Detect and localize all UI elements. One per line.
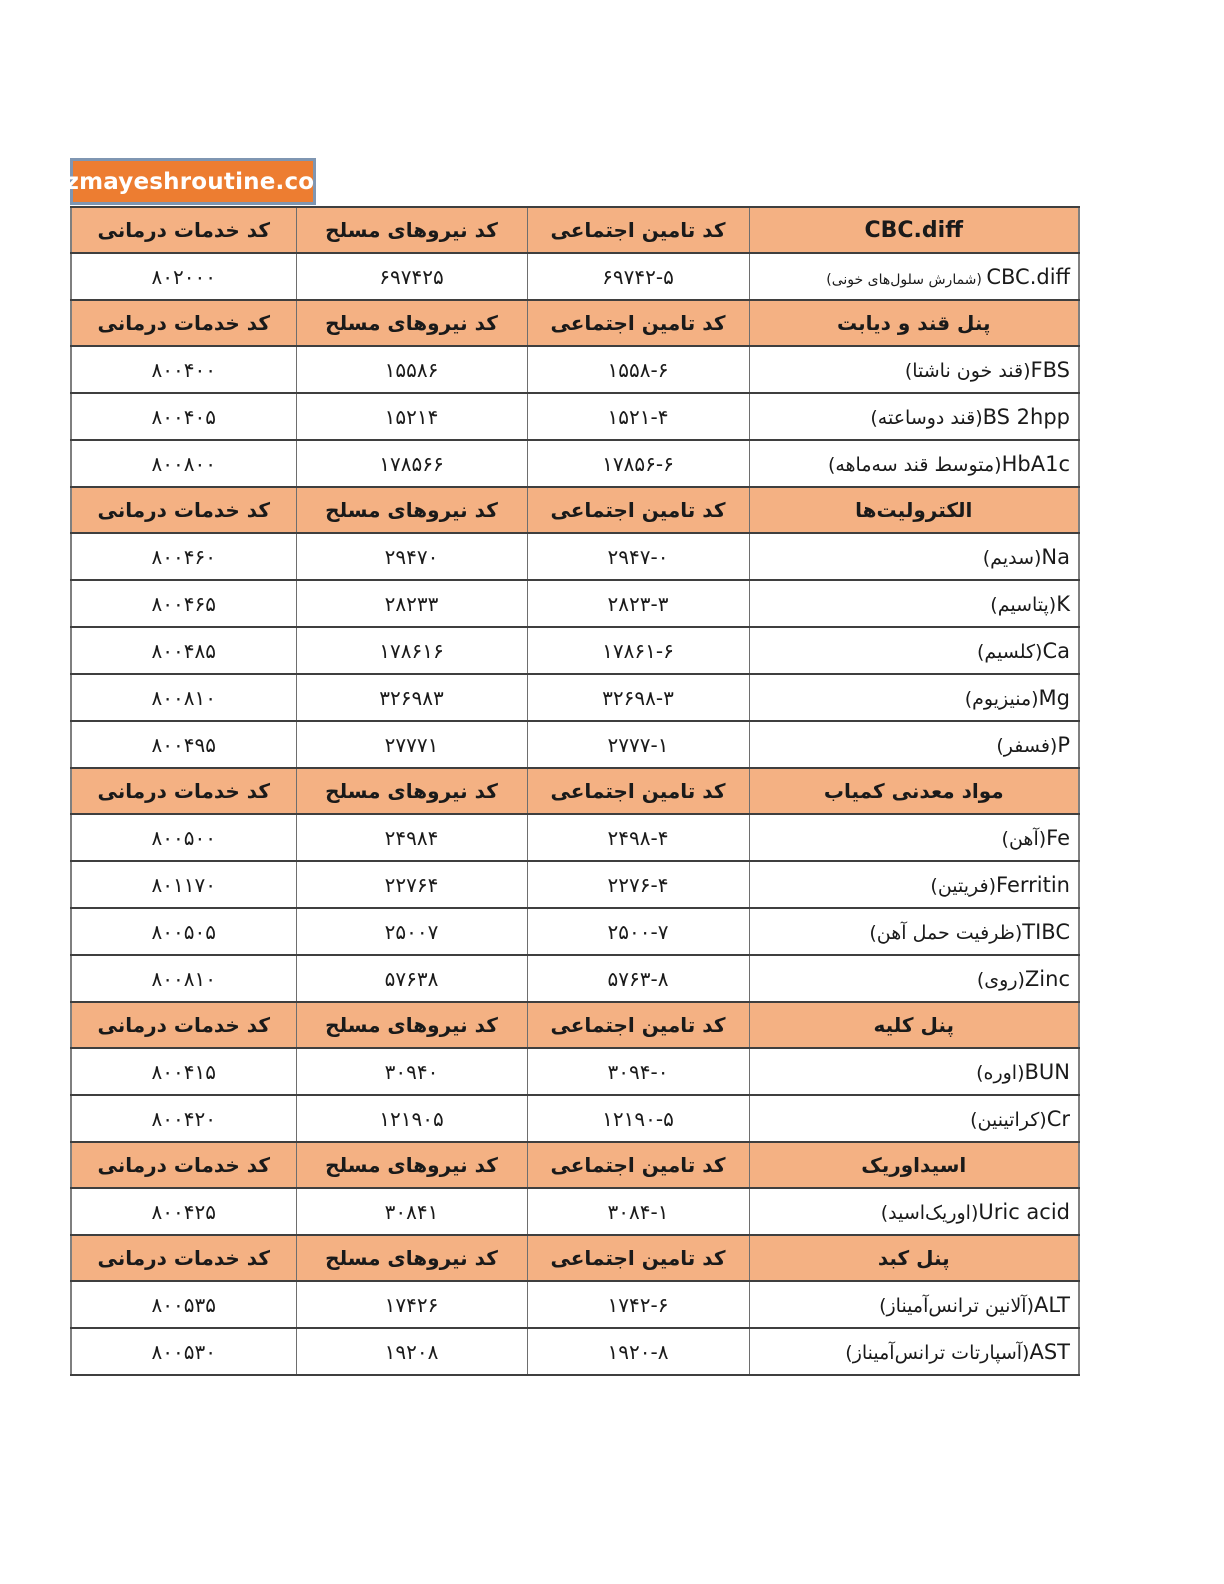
test-name-latin: BS 2hpp xyxy=(982,404,1070,429)
test-name-latin: Mg xyxy=(1038,685,1070,710)
code-military-cell: ۱۵۵۸۶ xyxy=(296,346,527,393)
test-name-cell xyxy=(749,580,1079,627)
column-header-health: کد خدمات درمانی xyxy=(71,1142,296,1188)
column-header-health: کد خدمات درمانی xyxy=(71,768,296,814)
test-name-latin: BUN xyxy=(1024,1059,1070,1084)
column-header-military: کد نیروهای مسلح xyxy=(296,1235,527,1281)
test-name-latin: Cr xyxy=(1046,1106,1070,1131)
test-name-persian: (آسپارتات ترانس‌آمیناز) xyxy=(845,1341,1030,1364)
section-title: اسیداوریک xyxy=(749,1142,1079,1188)
code-health-cell: ۸۰۰۵۰۰ xyxy=(71,814,296,861)
code-social-cell: ۱۷۴۲-۶ xyxy=(527,1281,749,1328)
test-name-persian: (منیزیوم) xyxy=(964,687,1039,710)
code-health-cell: ۸۰۰۴۹۵ xyxy=(71,721,296,768)
test-name-latin: K xyxy=(1056,591,1070,616)
test-name-cell xyxy=(749,1095,1079,1142)
code-military-cell: ۲۹۴۷۰ xyxy=(296,533,527,580)
test-row xyxy=(71,393,1079,440)
code-social-cell: ۶۹۷۴۲-۵ xyxy=(527,253,749,300)
test-name-persian: (اوریک‌اسید) xyxy=(880,1201,979,1224)
code-social-cell: ۳۰۹۴-۰ xyxy=(527,1048,749,1095)
code-military-cell: ۳۰۹۴۰ xyxy=(296,1048,527,1095)
test-name-persian: (آهن) xyxy=(1001,827,1047,850)
test-name-latin: AST xyxy=(1029,1339,1070,1364)
test-name-cell xyxy=(749,674,1079,721)
section-header-row xyxy=(71,768,1079,814)
test-name-latin: Uric acid xyxy=(978,1199,1070,1224)
test-name-cell xyxy=(749,1328,1079,1375)
code-military-cell: ۱۷۴۲۶ xyxy=(296,1281,527,1328)
code-military-cell: ۲۷۷۷۱ xyxy=(296,721,527,768)
test-name-latin: Ferritin xyxy=(996,872,1070,897)
code-military-cell: ۱۹۲۰۸ xyxy=(296,1328,527,1375)
test-name-cell xyxy=(749,814,1079,861)
code-social-cell: ۵۷۶۳-۸ xyxy=(527,955,749,1002)
test-name-latin: Na xyxy=(1041,544,1070,569)
test-row xyxy=(71,346,1079,393)
column-header-social: کد تامین اجتماعی xyxy=(527,1142,749,1188)
code-social-cell: ۳۲۶۹۸-۳ xyxy=(527,674,749,721)
column-header-health: کد خدمات درمانی xyxy=(71,1235,296,1281)
test-name-persian: (فسفر) xyxy=(996,734,1058,757)
code-health-cell: ۸۰۰۴۱۵ xyxy=(71,1048,296,1095)
test-row xyxy=(71,1281,1079,1328)
section-header-row xyxy=(71,1142,1079,1188)
lab-codes-table xyxy=(70,206,1080,1376)
test-row xyxy=(71,814,1079,861)
section-header-row xyxy=(71,1002,1079,1048)
column-header-military: کد نیروهای مسلح xyxy=(296,487,527,533)
test-name-persian: (قند دوساعته) xyxy=(870,406,983,429)
test-row xyxy=(71,721,1079,768)
column-header-military: کد نیروهای مسلح xyxy=(296,300,527,346)
test-name-latin: Zinc xyxy=(1024,966,1070,991)
section-header-row xyxy=(71,207,1079,253)
code-health-cell: ۸۰۰۴۸۵ xyxy=(71,627,296,674)
code-military-cell: ۱۵۲۱۴ xyxy=(296,393,527,440)
code-health-cell: ۸۰۰۵۰۵ xyxy=(71,908,296,955)
test-name-cell xyxy=(749,1281,1079,1328)
code-social-cell: ۱۲۱۹۰-۵ xyxy=(527,1095,749,1142)
code-military-cell: ۲۸۲۳۳ xyxy=(296,580,527,627)
test-name-latin: CBC.diff xyxy=(986,264,1070,289)
column-header-military: کد نیروهای مسلح xyxy=(296,768,527,814)
test-row xyxy=(71,674,1079,721)
code-military-cell: ۱۲۱۹۰۵ xyxy=(296,1095,527,1142)
test-name-persian: (کراتینین) xyxy=(970,1108,1047,1131)
column-header-social: کد تامین اجتماعی xyxy=(527,487,749,533)
test-name-latin: HbA1c xyxy=(1001,451,1070,476)
code-health-cell: ۸۰۰۴۰۵ xyxy=(71,393,296,440)
test-name-cell xyxy=(749,346,1079,393)
test-row xyxy=(71,955,1079,1002)
section-title: مواد معدنی کمیاب xyxy=(749,768,1079,814)
code-social-cell: ۲۹۴۷-۰ xyxy=(527,533,749,580)
code-health-cell: ۸۰۰۴۲۵ xyxy=(71,1188,296,1235)
code-health-cell: ۸۰۰۴۶۰ xyxy=(71,533,296,580)
code-social-cell: ۱۵۵۸-۶ xyxy=(527,346,749,393)
test-name-cell xyxy=(749,1188,1079,1235)
column-header-social: کد تامین اجتماعی xyxy=(527,300,749,346)
test-name-cell xyxy=(749,908,1079,955)
code-social-cell: ۱۷۸۵۶-۶ xyxy=(527,440,749,487)
code-social-cell: ۲۵۰۰-۷ xyxy=(527,908,749,955)
test-name-cell xyxy=(749,393,1079,440)
test-name-cell xyxy=(749,1048,1079,1095)
test-name-persian: (متوسط قند سه‌ماهه) xyxy=(827,453,1002,476)
test-name-latin: FBS xyxy=(1030,357,1070,382)
column-header-military: کد نیروهای مسلح xyxy=(296,1002,527,1048)
test-row xyxy=(71,440,1079,487)
code-health-cell: ۸۰۰۸۱۰ xyxy=(71,674,296,721)
column-header-military: کد نیروهای مسلح xyxy=(296,207,527,253)
section-title: پنل قند و دیابت xyxy=(749,300,1079,346)
test-name-latin: P xyxy=(1057,732,1070,757)
test-row xyxy=(71,1188,1079,1235)
test-name-persian: (قند خون ناشتا) xyxy=(904,359,1031,382)
column-header-social: کد تامین اجتماعی xyxy=(527,768,749,814)
code-health-cell: ۸۰۰۵۳۰ xyxy=(71,1328,296,1375)
code-military-cell: ۱۷۸۵۶۶ xyxy=(296,440,527,487)
column-header-social: کد تامین اجتماعی xyxy=(527,207,749,253)
section-header-row xyxy=(71,1235,1079,1281)
section-title: CBC.diff xyxy=(749,207,1079,253)
test-row xyxy=(71,908,1079,955)
test-row xyxy=(71,533,1079,580)
test-name-cell xyxy=(749,627,1079,674)
column-header-health: کد خدمات درمانی xyxy=(71,487,296,533)
code-social-cell: ۲۸۲۳-۳ xyxy=(527,580,749,627)
section-title: پنل کبد xyxy=(749,1235,1079,1281)
test-row xyxy=(71,1048,1079,1095)
section-header-row xyxy=(71,487,1079,533)
test-name-cell xyxy=(749,533,1079,580)
test-name-cell xyxy=(749,253,1079,300)
test-name-persian: (شمارش سلول‌های خونی) xyxy=(826,271,987,288)
section-title: الکترولیت‌ها xyxy=(749,487,1079,533)
code-military-cell: ۲۵۰۰۷ xyxy=(296,908,527,955)
code-military-cell: ۳۲۶۹۸۳ xyxy=(296,674,527,721)
test-row xyxy=(71,861,1079,908)
section-title: پنل کلیه xyxy=(749,1002,1079,1048)
code-health-cell: ۸۰۰۸۱۰ xyxy=(71,955,296,1002)
section-header-row xyxy=(71,300,1079,346)
column-header-military: کد نیروهای مسلح xyxy=(296,1142,527,1188)
test-name-persian: (سدیم) xyxy=(982,546,1042,569)
test-row xyxy=(71,253,1079,300)
test-name-persian: (ظرفیت حمل آهن) xyxy=(869,921,1023,944)
code-social-cell: ۳۰۸۴-۱ xyxy=(527,1188,749,1235)
code-health-cell: ۸۰۰۴۶۵ xyxy=(71,580,296,627)
test-name-persian: (پتاسیم) xyxy=(990,593,1057,616)
test-name-persian: (کلسیم) xyxy=(976,640,1043,663)
test-name-persian: (اوره) xyxy=(976,1061,1025,1084)
code-social-cell: ۱۷۸۶۱-۶ xyxy=(527,627,749,674)
column-header-health: کد خدمات درمانی xyxy=(71,207,296,253)
code-health-cell: ۸۰۰۴۰۰ xyxy=(71,346,296,393)
test-row xyxy=(71,1328,1079,1375)
code-social-cell: ۲۲۷۶-۴ xyxy=(527,861,749,908)
test-row xyxy=(71,1095,1079,1142)
code-social-cell: ۲۷۷۷-۱ xyxy=(527,721,749,768)
site-badge: Azmayeshroutine.com xyxy=(70,158,316,205)
test-name-latin: TIBC xyxy=(1022,919,1070,944)
column-header-health: کد خدمات درمانی xyxy=(71,1002,296,1048)
code-military-cell: ۶۹۷۴۲۵ xyxy=(296,253,527,300)
code-military-cell: ۲۲۷۶۴ xyxy=(296,861,527,908)
code-health-cell: ۸۰۱۱۷۰ xyxy=(71,861,296,908)
column-header-social: کد تامین اجتماعی xyxy=(527,1235,749,1281)
test-name-latin: ALT xyxy=(1033,1292,1070,1317)
code-military-cell: ۵۷۶۳۸ xyxy=(296,955,527,1002)
code-military-cell: ۲۴۹۸۴ xyxy=(296,814,527,861)
test-name-persian: (آلانین ترانس‌آمیناز) xyxy=(879,1294,1034,1317)
test-name-persian: (فریتین) xyxy=(930,874,997,897)
code-social-cell: ۱۵۲۱-۴ xyxy=(527,393,749,440)
test-name-latin: Ca xyxy=(1042,638,1070,663)
test-name-cell xyxy=(749,440,1079,487)
test-name-latin: Fe xyxy=(1046,825,1070,850)
code-social-cell: ۱۹۲۰-۸ xyxy=(527,1328,749,1375)
test-name-cell xyxy=(749,861,1079,908)
test-row xyxy=(71,627,1079,674)
code-social-cell: ۲۴۹۸-۴ xyxy=(527,814,749,861)
test-row xyxy=(71,580,1079,627)
code-military-cell: ۳۰۸۴۱ xyxy=(296,1188,527,1235)
test-name-persian: (روی) xyxy=(976,968,1025,991)
code-health-cell: ۸۰۰۸۰۰ xyxy=(71,440,296,487)
code-health-cell: ۸۰۰۴۲۰ xyxy=(71,1095,296,1142)
code-health-cell: ۸۰۰۵۳۵ xyxy=(71,1281,296,1328)
code-military-cell: ۱۷۸۶۱۶ xyxy=(296,627,527,674)
column-header-health: کد خدمات درمانی xyxy=(71,300,296,346)
test-name-cell xyxy=(749,721,1079,768)
code-health-cell: ۸۰۲۰۰۰ xyxy=(71,253,296,300)
column-header-social: کد تامین اجتماعی xyxy=(527,1002,749,1048)
test-name-cell xyxy=(749,955,1079,1002)
